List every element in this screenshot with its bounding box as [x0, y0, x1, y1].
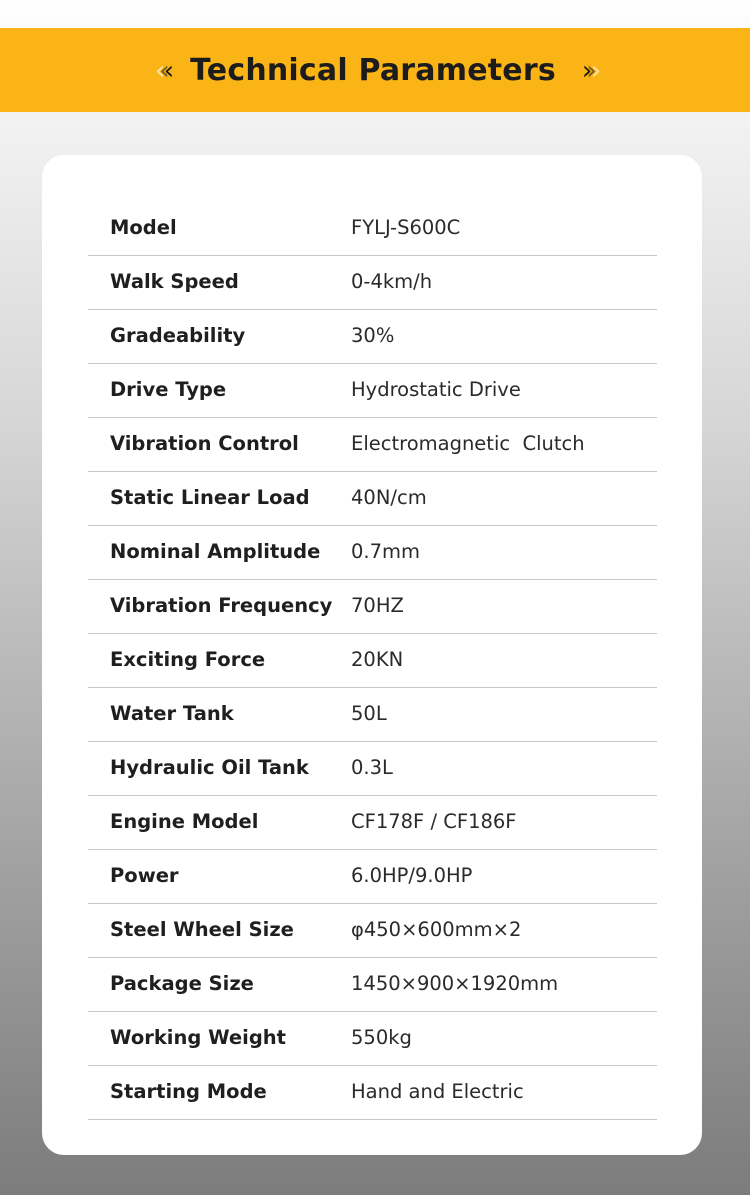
- header-banner: [0, 28, 750, 112]
- spec-row: [88, 903, 657, 958]
- spec-row: [88, 849, 657, 904]
- spec-row: [88, 309, 657, 364]
- spec-label: Vibration Frequency: [110, 594, 333, 617]
- spec-value: 6.0HP/9.0HP: [351, 864, 473, 887]
- spec-row: [88, 957, 657, 1012]
- spec-value: 0-4km/h: [351, 270, 433, 293]
- spec-value: Hydrostatic Drive: [351, 378, 521, 401]
- spec-value: CF178F / CF186F: [351, 810, 517, 833]
- spec-label: Engine Model: [110, 810, 259, 833]
- spec-label: Working Weight: [110, 1026, 286, 1049]
- spec-label: Power: [110, 864, 179, 887]
- spec-row: [88, 201, 657, 256]
- spec-row: [88, 363, 657, 418]
- spec-label: Exciting Force: [110, 648, 266, 671]
- spec-label: Drive Type: [110, 378, 227, 401]
- spec-value: 40N/cm: [351, 486, 427, 509]
- spec-row: [88, 687, 657, 742]
- spec-row: [88, 795, 657, 850]
- spec-value: 30%: [351, 324, 395, 347]
- spec-value: 550kg: [351, 1026, 412, 1049]
- spec-row: [88, 1011, 657, 1066]
- spec-row: [88, 1065, 657, 1120]
- spec-label: Hydraulic Oil Tank: [110, 756, 309, 779]
- spec-value: φ450×600mm×2: [351, 918, 522, 941]
- spec-label: Starting Mode: [110, 1080, 267, 1103]
- spec-value: 50L: [351, 702, 387, 725]
- spec-label: Package Size: [110, 972, 254, 995]
- spec-row: [88, 255, 657, 310]
- spec-row: [88, 633, 657, 688]
- spec-card: [42, 155, 702, 1155]
- left-chevrons-icon: ‹‹‹: [154, 56, 169, 86]
- right-chevrons-icon: ›››: [581, 56, 596, 86]
- spec-label: Steel Wheel Size: [110, 918, 294, 941]
- spec-row: [88, 417, 657, 472]
- spec-value: Electromagnetic Clutch: [351, 432, 585, 455]
- spec-row: [88, 741, 657, 796]
- spec-label: Gradeability: [110, 324, 246, 347]
- spec-row: [88, 579, 657, 634]
- spec-value: 20KN: [351, 648, 404, 671]
- spec-label: Static Linear Load: [110, 486, 310, 509]
- spec-value: Hand and Electric: [351, 1080, 524, 1103]
- spec-value: 1450×900×1920mm: [351, 972, 559, 995]
- spec-label: Vibration Control: [110, 432, 299, 455]
- spec-value: FYLJ-S600C: [351, 216, 461, 239]
- page-title: Technical Parameters: [190, 52, 556, 88]
- spec-label: Water Tank: [110, 702, 234, 725]
- spec-label: Model: [110, 216, 177, 239]
- spec-row: [88, 471, 657, 526]
- spec-value: 0.3L: [351, 756, 393, 779]
- spec-label: Nominal Amplitude: [110, 540, 321, 563]
- spec-label: Walk Speed: [110, 270, 239, 293]
- spec-value: 70HZ: [351, 594, 404, 617]
- spec-row: [88, 525, 657, 580]
- spec-value: 0.7mm: [351, 540, 421, 563]
